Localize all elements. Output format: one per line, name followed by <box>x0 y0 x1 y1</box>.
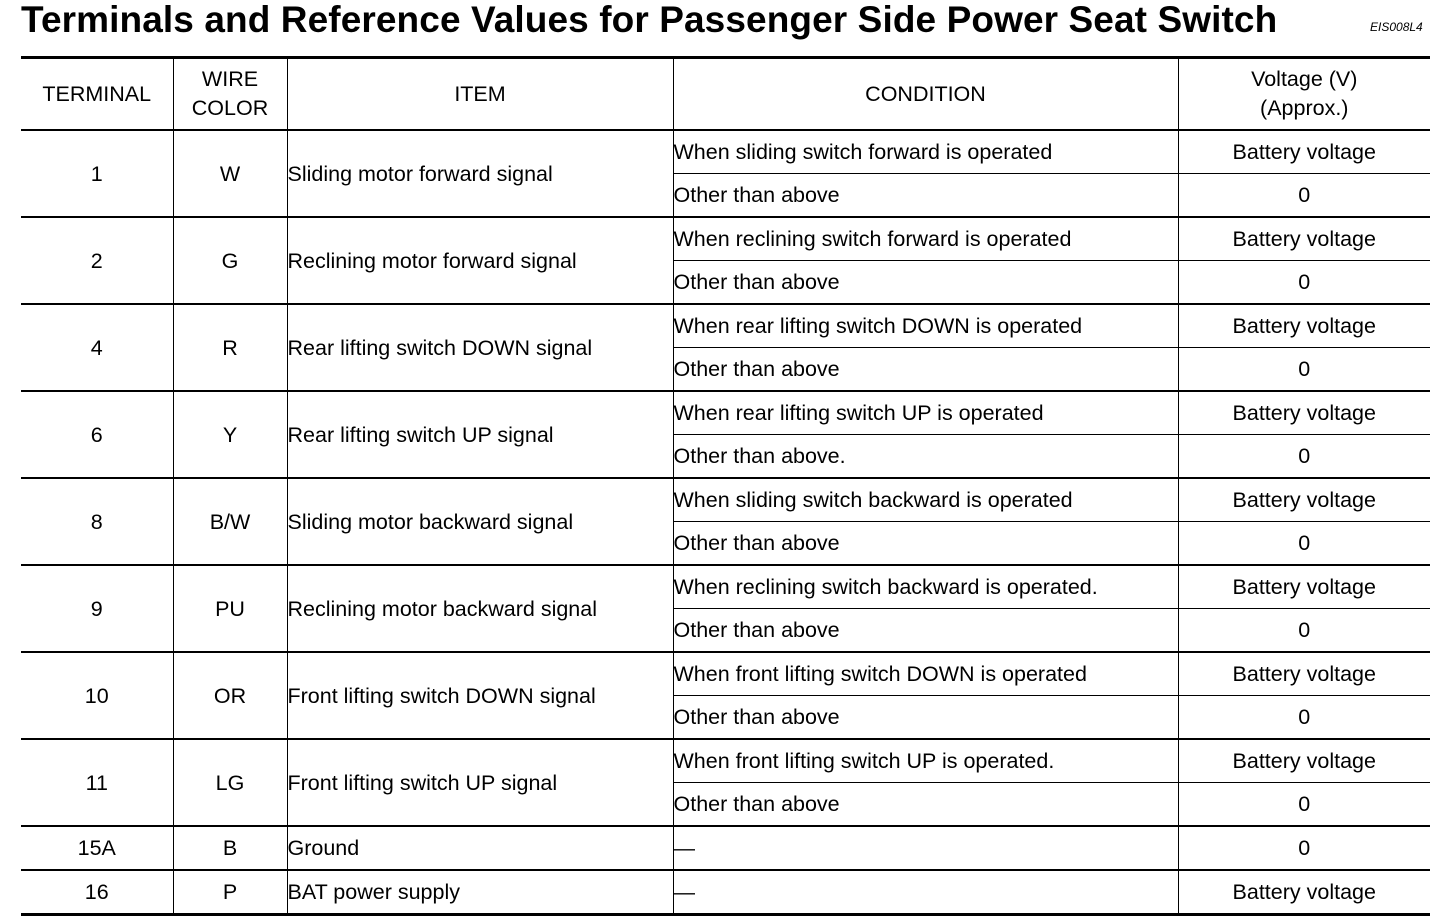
table-row <box>21 826 1430 870</box>
table-row <box>21 870 1430 915</box>
table-row <box>21 391 1430 435</box>
header-wire-color-line1: WIRE <box>201 67 259 91</box>
voltage-cell: Battery voltage <box>1178 130 1430 174</box>
condition-cell: Other than above <box>673 609 1178 653</box>
wire-color-cell: PU <box>173 565 287 652</box>
condition-cell: Other than above <box>673 174 1178 218</box>
terminal-group <box>21 739 1430 826</box>
page-title: Terminals and Reference Values for Passenger Side Power Seat Switch <box>21 0 1278 40</box>
item-cell: Front lifting switch UP signal <box>287 739 673 826</box>
terminal-group <box>21 217 1430 304</box>
condition-cell: When sliding switch forward is operated <box>673 130 1178 174</box>
table-row <box>21 652 1430 696</box>
table-row <box>21 739 1430 783</box>
voltage-cell: Battery voltage <box>1178 391 1430 435</box>
voltage-cell: Battery voltage <box>1178 478 1430 522</box>
table-row <box>21 565 1430 609</box>
header-wire-color-line2: COLOR <box>191 96 269 120</box>
item-cell: Rear lifting switch UP signal <box>287 391 673 478</box>
terminal-cell: 15A <box>21 826 173 870</box>
item-cell: Sliding motor backward signal <box>287 478 673 565</box>
table-row <box>21 217 1430 261</box>
voltage-cell: 0 <box>1178 435 1430 479</box>
terminal-cell: 11 <box>21 739 173 826</box>
reference-code: EIS008L4 <box>1370 20 1423 34</box>
voltage-cell: 0 <box>1178 522 1430 566</box>
wire-color-cell: W <box>173 130 287 217</box>
terminal-group <box>21 391 1430 478</box>
terminal-cell: 2 <box>21 217 173 304</box>
item-cell: BAT power supply <box>287 870 673 915</box>
condition-cell: Other than above <box>673 783 1178 827</box>
voltage-cell: 0 <box>1178 174 1430 218</box>
header-condition: CONDITION <box>673 58 1178 131</box>
terminal-group <box>21 130 1430 217</box>
table-row <box>21 130 1430 174</box>
header-terminal: TERMINAL <box>21 58 173 131</box>
voltage-cell: Battery voltage <box>1178 565 1430 609</box>
voltage-cell: 0 <box>1178 826 1430 870</box>
table-row <box>21 478 1430 522</box>
terminal-group <box>21 870 1430 915</box>
terminal-cell: 16 <box>21 870 173 915</box>
voltage-cell: 0 <box>1178 609 1430 653</box>
item-cell: Reclining motor backward signal <box>287 565 673 652</box>
header-voltage-line1: Voltage (V) <box>1251 67 1358 91</box>
terminal-group <box>21 565 1430 652</box>
terminal-group <box>21 304 1430 391</box>
wire-color-cell: LG <box>173 739 287 826</box>
condition-cell: When reclining switch backward is operated. <box>673 565 1178 609</box>
terminal-cell: 10 <box>21 652 173 739</box>
condition-cell: When front lifting switch DOWN is operated <box>673 652 1178 696</box>
condition-cell: Other than above <box>673 522 1178 566</box>
condition-cell: — <box>673 826 1178 870</box>
voltage-cell: 0 <box>1178 783 1430 827</box>
voltage-cell: 0 <box>1178 261 1430 305</box>
condition-cell: When rear lifting switch UP is operated <box>673 391 1178 435</box>
header-wire-color <box>173 58 287 131</box>
wire-color-cell: R <box>173 304 287 391</box>
terminal-cell: 4 <box>21 304 173 391</box>
condition-cell: When sliding switch backward is operated <box>673 478 1178 522</box>
voltage-cell: Battery voltage <box>1178 739 1430 783</box>
item-cell: Front lifting switch DOWN signal <box>287 652 673 739</box>
header-voltage <box>1178 58 1430 131</box>
wire-color-cell: P <box>173 870 287 915</box>
terminal-group <box>21 478 1430 565</box>
terminal-cell: 6 <box>21 391 173 478</box>
table-header-row <box>21 58 1430 131</box>
condition-cell: Other than above. <box>673 435 1178 479</box>
condition-cell: When front lifting switch UP is operated. <box>673 739 1178 783</box>
condition-cell: When reclining switch forward is operated <box>673 217 1178 261</box>
wire-color-cell: OR <box>173 652 287 739</box>
terminal-group <box>21 826 1430 870</box>
condition-cell: Other than above <box>673 261 1178 305</box>
item-cell: Reclining motor forward signal <box>287 217 673 304</box>
header-voltage-line2: (Approx.) <box>1260 96 1349 120</box>
wire-color-cell: B <box>173 826 287 870</box>
terminal-cell: 1 <box>21 130 173 217</box>
condition-cell: Other than above <box>673 696 1178 740</box>
voltage-cell: Battery voltage <box>1178 870 1430 915</box>
terminal-group <box>21 652 1430 739</box>
terminal-cell: 9 <box>21 565 173 652</box>
voltage-cell: 0 <box>1178 696 1430 740</box>
item-cell: Ground <box>287 826 673 870</box>
wire-color-cell: Y <box>173 391 287 478</box>
header-item: ITEM <box>287 58 673 131</box>
condition-cell: — <box>673 870 1178 915</box>
item-cell: Sliding motor forward signal <box>287 130 673 217</box>
table-row <box>21 304 1430 348</box>
wire-color-cell: B/W <box>173 478 287 565</box>
voltage-cell: 0 <box>1178 348 1430 392</box>
voltage-cell: Battery voltage <box>1178 217 1430 261</box>
terminal-cell: 8 <box>21 478 173 565</box>
item-cell: Rear lifting switch DOWN signal <box>287 304 673 391</box>
voltage-cell: Battery voltage <box>1178 652 1430 696</box>
wire-color-cell: G <box>173 217 287 304</box>
terminal-reference-table <box>21 56 1430 916</box>
condition-cell: When rear lifting switch DOWN is operated <box>673 304 1178 348</box>
voltage-cell: Battery voltage <box>1178 304 1430 348</box>
condition-cell: Other than above <box>673 348 1178 392</box>
